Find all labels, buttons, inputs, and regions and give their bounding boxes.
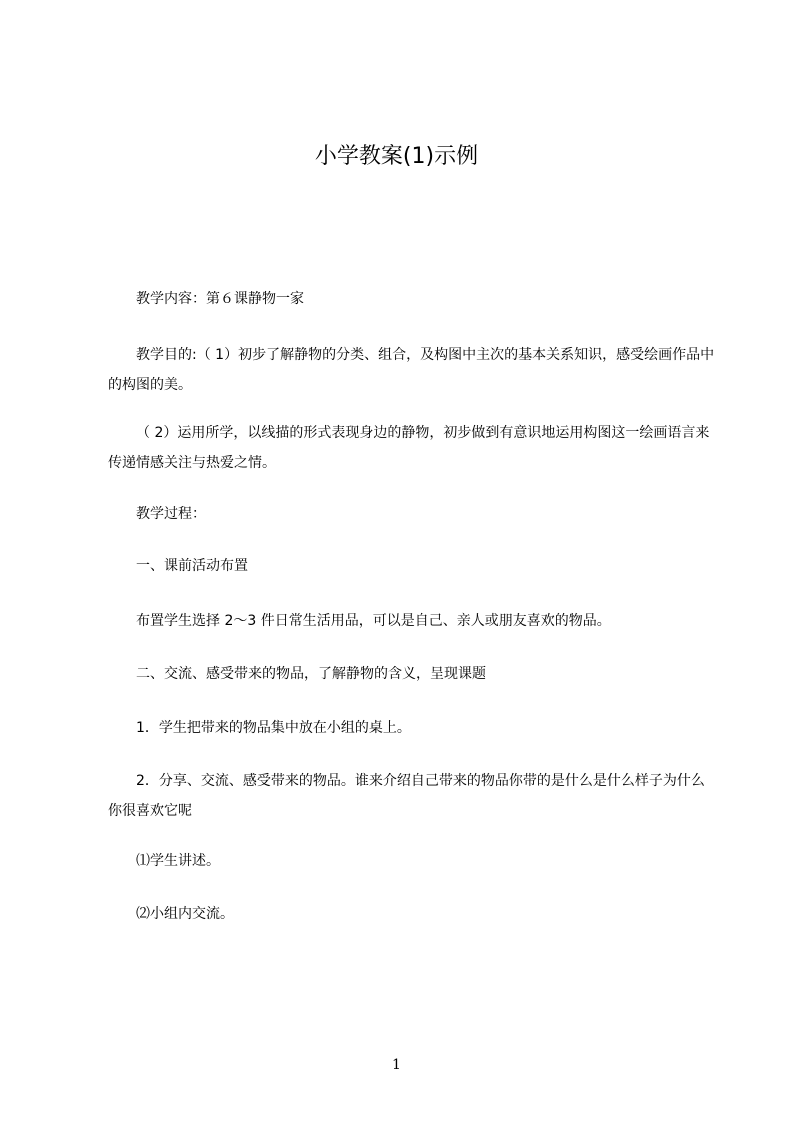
- paragraph-arrangement: 布置学生选择 2～3 件日常生活用品，可以是自己、亲人或朋友喜欢的物品。: [136, 613, 611, 629]
- paragraph-teaching-objective-1: 教学目的:（ 1）初步了解静物的分类、组合，及构图中主次的基本关系知识，感受绘画作品中的构图的美。: [108, 347, 715, 393]
- page-number: 1: [392, 1057, 401, 1073]
- paragraph-section-two: 二、交流、感受带来的物品，了解静物的含义，呈现课题: [136, 666, 486, 682]
- paragraph-substep-1: ⑴学生讲述。: [136, 853, 220, 869]
- paragraph-step-1: 1．学生把带来的物品集中放在小组的桌上。: [136, 720, 411, 736]
- paragraph-section-one: 一、课前活动布置: [136, 558, 248, 574]
- paragraph-teaching-process: 教学过程：: [136, 506, 206, 522]
- paragraph-step-2: 2．分享、交流、感受带来的物品。谁来介绍自己带来的物品你带的是什么是什么样子为什么你很喜欢它呢: [108, 773, 705, 819]
- paragraph-teaching-objective-2: （ 2）运用所学，以线描的形式表现身边的静物，初步做到有意识地运用构图这一绘画语言来传递情感关注与热爱之情。: [108, 425, 710, 471]
- paragraph-substep-2: ⑵小组内交流。: [136, 906, 234, 922]
- document-title: 小学教案(1)示例: [314, 144, 479, 169]
- paragraph-teaching-content: 教学内容：第６课静物一家: [136, 291, 304, 307]
